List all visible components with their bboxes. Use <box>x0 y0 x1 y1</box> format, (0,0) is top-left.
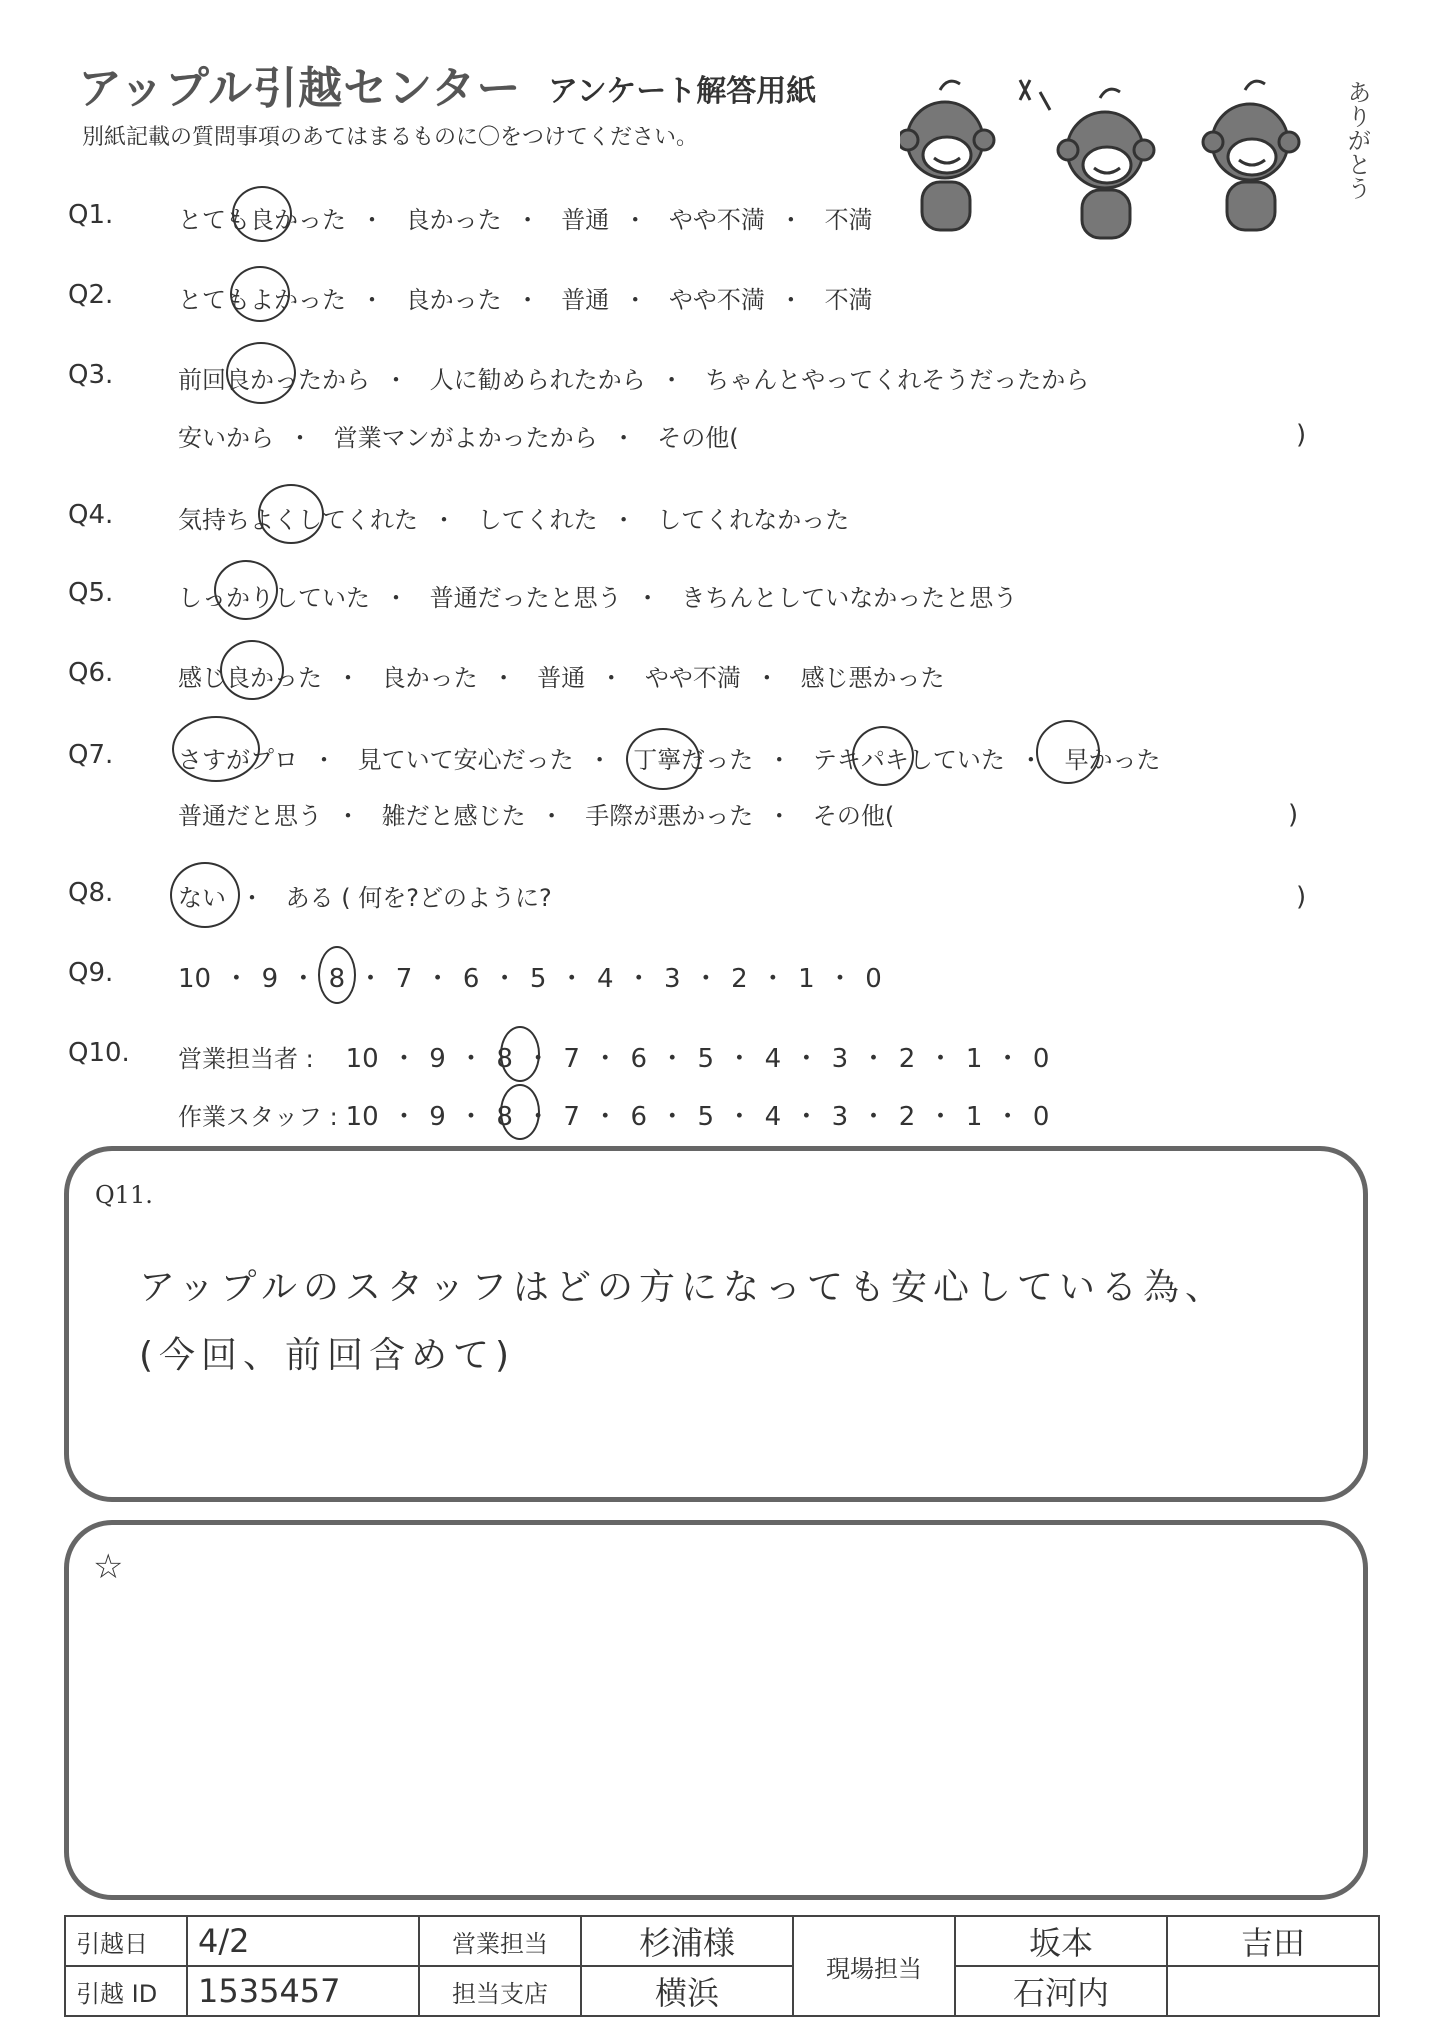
q8-option[interactable]: ない <box>178 884 226 912</box>
move-id-label: 引越 ID <box>65 1966 187 2016</box>
q6-option[interactable]: 感じ悪かった <box>800 664 945 692</box>
q7-option[interactable]: 早かった <box>1064 746 1161 774</box>
free-comment-box[interactable] <box>64 1520 1368 1900</box>
q8-options: ない ・ ある ( 何を?どのように? <box>178 884 552 912</box>
q3-option[interactable]: 人に勧められたから <box>429 366 646 394</box>
site-staff-label: 現場担当 <box>793 1916 955 2016</box>
q11-handwritten-line1: アップルのスタッフはどの方になっても安心している為、 <box>139 1267 1228 1308</box>
q6-option[interactable]: 良かった <box>381 664 478 692</box>
q7-option[interactable]: 普通だと思う <box>178 802 322 830</box>
q2-option[interactable]: 普通 <box>561 286 610 314</box>
q10-label: Q10. <box>68 1038 130 1068</box>
q4-option[interactable]: してくれた <box>477 506 598 534</box>
q6-label: Q6. <box>68 658 114 688</box>
moving-info-table <box>64 1915 1380 2017</box>
site-staff-empty <box>1167 1966 1379 2016</box>
q5-option[interactable]: 普通だったと思う <box>429 584 622 612</box>
q2-option[interactable]: やや不満 <box>668 286 765 314</box>
q6-option[interactable]: 普通 <box>537 664 586 692</box>
selection-circle <box>172 716 260 782</box>
q10-sales-row <box>178 1038 1049 1075</box>
close-paren: ) <box>1288 800 1299 830</box>
q6-option[interactable]: 感じ良かった <box>178 664 322 692</box>
selection-circle <box>230 266 290 322</box>
selection-circle <box>626 728 700 790</box>
q7-options-line1: さすがプロ ・ 見ていて安心だった ・ 丁寧だった ・ テキパキしていた ・ 早かった <box>178 746 1161 774</box>
branch-value: 横浜 <box>581 1966 793 2016</box>
q5-label: Q5. <box>68 578 114 608</box>
selection-circle <box>318 946 356 1004</box>
q10-staff-scale[interactable]: 10 ・ 9 ・ 8 ・ 7 ・ 6 ・ 5 ・ 4 ・ 3 ・ 2 ・ 1 ・ 0 <box>345 1102 1050 1132</box>
selection-circle <box>232 186 292 242</box>
q7-option[interactable]: テキパキしていた <box>812 746 1005 774</box>
star-icon: ☆ <box>93 1547 124 1587</box>
thank-you-text: ありがとう <box>1343 80 1371 200</box>
selection-circle <box>1036 720 1100 784</box>
q3-options-line1: 前回良かったから ・ 人に勧められたから ・ ちゃんとやってくれそうだったから <box>178 366 1090 394</box>
selection-circle <box>226 342 296 404</box>
q4-option[interactable]: してくれなかった <box>657 506 850 534</box>
q7-options-line2: 普通だと思う ・ 雑だと感じた ・ 手際が悪かった ・ その他( <box>178 802 895 830</box>
q1-option[interactable]: 不満 <box>824 206 873 234</box>
q9-label: Q9. <box>68 958 114 988</box>
q2-option[interactable]: 良かった <box>405 286 502 314</box>
q7-option-other[interactable]: その他( <box>812 802 895 830</box>
selection-circle <box>500 1084 540 1140</box>
move-id-value: 1535457 <box>187 1966 419 2016</box>
q7-option[interactable]: 雑だと感じた <box>381 802 526 830</box>
q9-scale[interactable]: 10 ・ 9 ・ 8 ・ 7 ・ 6 ・ 5 ・ 4 ・ 3 ・ 2 ・ 1 ・ 0 <box>178 964 882 994</box>
q3-option[interactable]: ちゃんとやってくれそうだったから <box>705 366 1090 394</box>
branch-label: 担当支店 <box>419 1966 581 2016</box>
q10-staff-row <box>178 1096 1049 1133</box>
q6-option[interactable]: やや不満 <box>644 664 741 692</box>
q3-option-other[interactable]: その他( <box>657 424 739 452</box>
q5-options: しっかりしていた ・ 普通だったと思う ・ きちんとしていなかったと思う <box>178 584 1018 612</box>
close-paren: ) <box>1296 420 1307 450</box>
site-staff-3: 石河内 <box>955 1966 1167 2016</box>
q1-option[interactable]: とても良かった <box>178 206 346 234</box>
selection-circle <box>220 640 284 700</box>
q1-option[interactable]: 良かった <box>405 206 502 234</box>
q11-handwritten-line2: (今回、前回含めて) <box>139 1335 516 1376</box>
q1-options: とても良かった ・ 良かった ・ 普通 ・ やや不満 ・ 不満 <box>178 206 873 234</box>
q7-option[interactable]: 見ていて安心だった <box>357 746 574 774</box>
q3-option[interactable]: 営業マンがよかったから <box>333 424 598 452</box>
q8-option[interactable]: ある ( 何を?どのように? <box>285 884 552 912</box>
q5-option[interactable]: きちんとしていなかったと思う <box>681 584 1018 612</box>
q6-options: 感じ良かった ・ 良かった ・ 普通 ・ やや不満 ・ 感じ悪かった <box>178 664 945 692</box>
q3-option[interactable]: 前回良かったから <box>178 366 370 394</box>
q10-sales-scale[interactable]: 10 ・ 9 ・ 8 ・ 7 ・ 6 ・ 5 ・ 4 ・ 3 ・ 2 ・ 1 ・ 0 <box>345 1044 1050 1074</box>
q11-comment-box[interactable] <box>64 1146 1368 1502</box>
q2-options: とてもよかった ・ 良かった ・ 普通 ・ やや不満 ・ 不満 <box>178 286 873 314</box>
q11-label: Q11. <box>95 1181 153 1209</box>
site-staff-1: 坂本 <box>955 1916 1167 1966</box>
selection-circle <box>170 862 240 928</box>
q1-label: Q1. <box>68 200 114 230</box>
q1-option[interactable]: 普通 <box>561 206 610 234</box>
q7-option[interactable]: さすがプロ <box>178 746 298 774</box>
q7-option[interactable]: 手際が悪かった <box>585 802 754 830</box>
move-date-value: 4/2 <box>187 1916 419 1966</box>
q10-staff-label: 作業スタッフ : <box>178 1103 338 1131</box>
q2-label: Q2. <box>68 280 114 310</box>
q1-option[interactable]: やや不満 <box>668 206 765 234</box>
q2-option[interactable]: 不満 <box>824 286 873 314</box>
q3-option[interactable]: 安いから <box>178 424 274 452</box>
close-paren: ) <box>1296 882 1307 912</box>
q2-option[interactable]: とてもよかった <box>178 286 346 314</box>
sales-rep-value: 杉浦様 <box>581 1916 793 1966</box>
selection-circle <box>258 484 324 544</box>
monkey-mascots-illustration <box>900 70 1360 250</box>
q8-label: Q8. <box>68 878 114 908</box>
q4-options: 気持ちよくしてくれた ・ してくれた ・ してくれなかった <box>178 506 850 534</box>
q5-option[interactable]: しっかりしていた <box>178 584 370 612</box>
q7-option[interactable]: 丁寧だった <box>633 746 754 774</box>
q4-option[interactable]: 気持ちよくしてくれた <box>178 506 418 534</box>
instruction-text: 別紙記載の質問事項のあてはまるものに〇をつけてください。 <box>82 125 699 150</box>
q10-sales-label: 営業担当者 : <box>178 1045 314 1073</box>
selection-circle <box>500 1026 540 1082</box>
selection-circle <box>214 560 278 620</box>
company-title: アップル引越センター <box>78 63 522 114</box>
sales-rep-label: 営業担当 <box>419 1916 581 1966</box>
q3-label: Q3. <box>68 360 114 390</box>
q7-label: Q7. <box>68 740 114 770</box>
form-subtitle: アンケート解答用紙 <box>548 74 817 109</box>
selection-circle <box>852 726 914 786</box>
q4-label: Q4. <box>68 500 114 530</box>
move-date-label: 引越日 <box>65 1916 187 1966</box>
site-staff-2: 吉田 <box>1167 1916 1379 1966</box>
q3-options-line2: 安いから ・ 営業マンがよかったから ・ その他( <box>178 424 739 452</box>
